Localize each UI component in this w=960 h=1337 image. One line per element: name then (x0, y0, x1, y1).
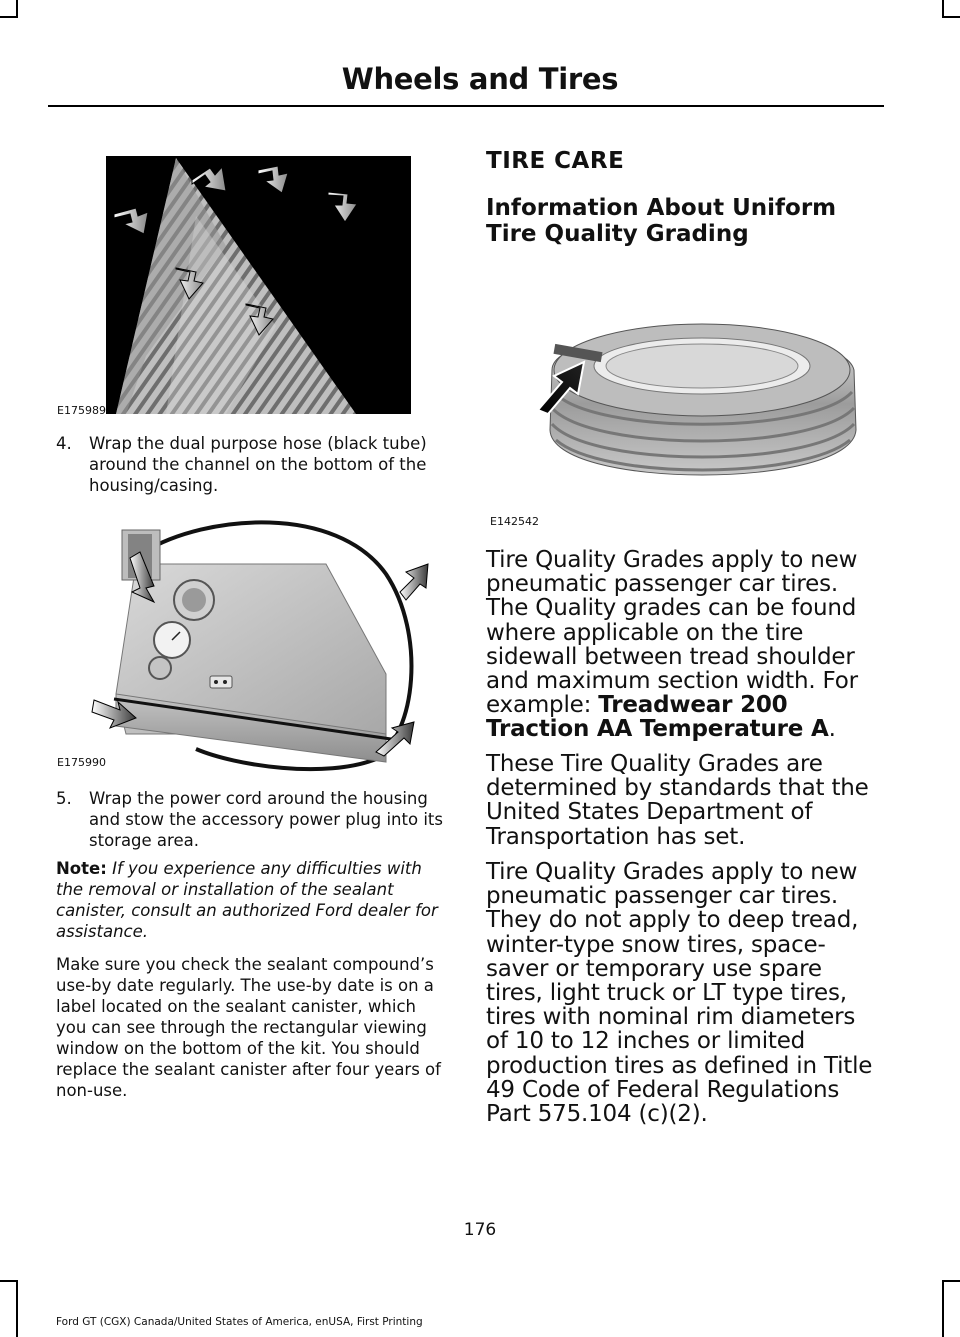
step-text: Wrap the dual purpose hose (black tube) around the channel on the bottom of the housing/casing. (89, 434, 427, 495)
step-number: 5. (56, 789, 72, 808)
figure-tire-illustration (532, 300, 862, 486)
example-grades: Treadwear 200 Traction AA Temperature A (486, 692, 829, 743)
crop-mark (942, 1280, 944, 1337)
figure-code: E175989 (57, 404, 106, 417)
crop-mark (0, 1280, 18, 1282)
note-text: If you experience any difficulties with the removal or installation of the sealant canister, consult an authorized Ford dealer for assistance. (56, 859, 438, 941)
crop-mark (942, 16, 960, 18)
note (56, 858, 448, 942)
body-paragraph: These Tire Quality Grades are determined by standards that the United States Department of Transportation has set. (486, 751, 869, 850)
crop-mark (16, 1280, 18, 1337)
figure-compressor-illustration (86, 504, 448, 774)
body-paragraph: Make sure you check the sealant compound’s use-by date regularly. The use-by date is on a label located on the sealant canister, which you can see through the rectangular viewing window on the bottom of the kit. You should replace the sealant canister after four years of non-use. (56, 955, 441, 1100)
step-number: 4. (56, 434, 72, 453)
subsection-title: Information About Uniform Tire Quality Grading (486, 195, 837, 247)
body-paragraph (486, 548, 882, 742)
page-number: 176 (463, 1220, 497, 1240)
body-paragraph: Tire Quality Grades apply to new pneumatic passenger car tires. They do not apply to deep tread, winter-type snow tires, space-saver or temporary use spare tires, light truck or LT type tires, tires with nominal rim diameters of 10 to 12 inches or limited production tires as defined in Title 49 Code of Federal Regulations Part 575.104 (c)(2). (486, 859, 873, 1128)
figure-code: E142542 (490, 515, 539, 528)
paragraph-end: . (828, 716, 836, 743)
figure-canister-illustration (106, 156, 411, 414)
figure-code: E175990 (57, 756, 106, 769)
step-5 (56, 788, 448, 851)
step-text: Wrap the power cord around the housing and stow the accessory power plug into its storage area. (89, 789, 443, 850)
crop-mark (0, 16, 18, 18)
paragraph-text: Tire Quality Grades apply to new pneumatic passenger car tires. The Quality grades can be found where applicable on the tire sidewall between tread shoulder and maximum section width. For example: (486, 547, 858, 719)
header-rule (48, 105, 884, 107)
crop-mark (942, 1280, 960, 1282)
page-title: Wheels and Tires (341, 62, 619, 96)
footer-text: Ford GT (CGX) Canada/United States of America, enUSA, First Printing (56, 1316, 423, 1328)
note-label: Note: (56, 859, 107, 878)
section-title: TIRE CARE (486, 148, 625, 174)
step-4 (56, 433, 448, 496)
